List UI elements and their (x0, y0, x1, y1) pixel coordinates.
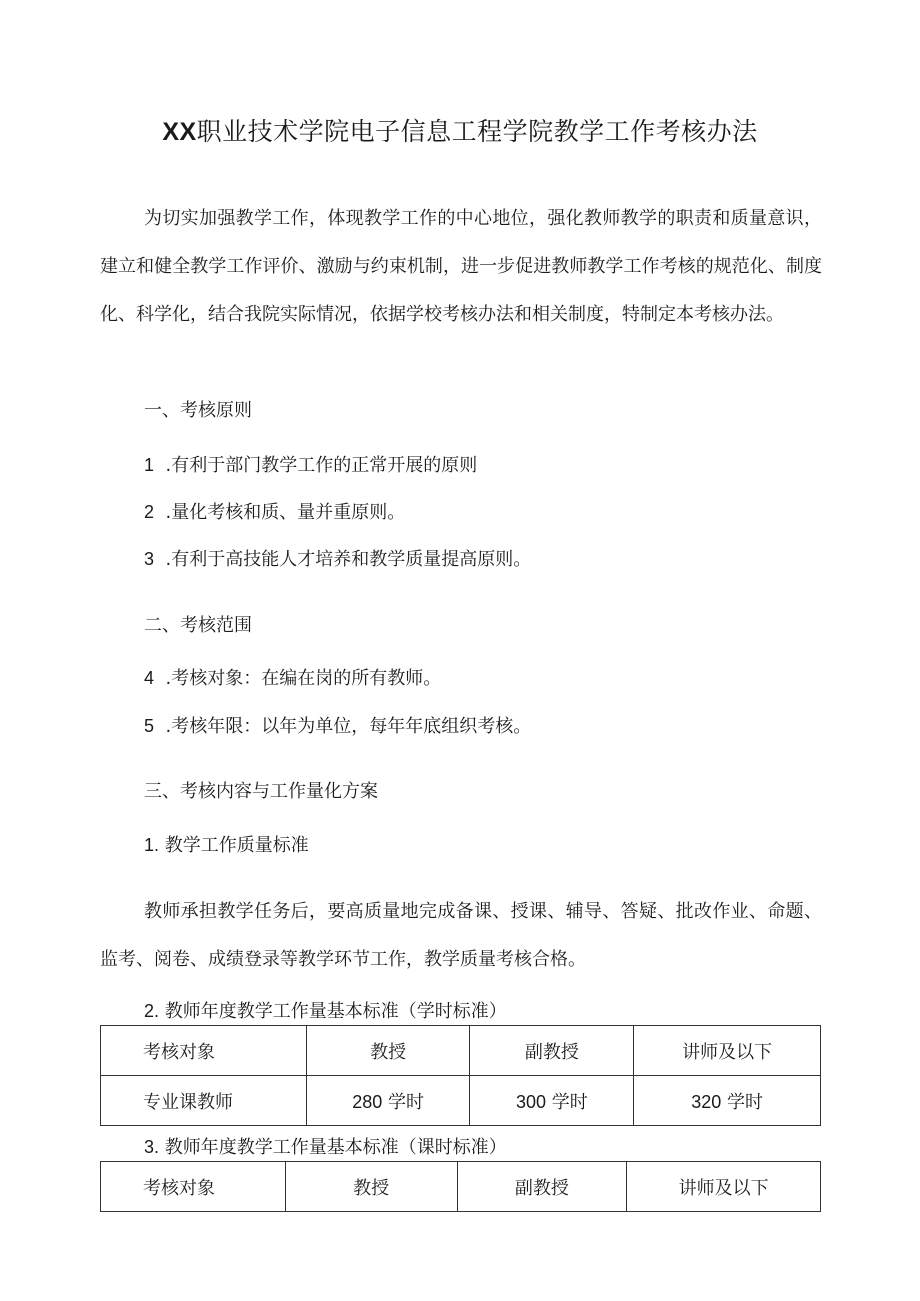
section2-heading: 二、考核范围 (144, 615, 252, 636)
cell-number: 280 (352, 1091, 383, 1112)
item-text: .量化考核和质、量并重原则。 (165, 502, 406, 523)
table-header-cell: 副教授 (457, 1162, 627, 1212)
table-row (101, 1076, 821, 1126)
intro-paragraph: 为切实加强教学工作，体现教学工作的中心地位，强化教师教学的职责和质量意识，建立和健全教学工作评价、激励与约束机制，进一步促进教师教学工作考核的规范化、制度化、科学化，结合我院实际情况，依据学校考核办法和相关制度，特制定本考核办法。 (100, 208, 822, 325)
title-text: 职业技术学院电子信息工程学院教学工作考核办法 (196, 117, 758, 146)
item-number: 3 (144, 549, 155, 569)
cell-unit: 学时 (388, 1091, 424, 1113)
section2-item-4 (144, 655, 441, 702)
table-row-label: 专业课教师 (101, 1076, 307, 1126)
cell-number: 300 (515, 1091, 547, 1112)
sub-text: 教学工作质量标准 (164, 835, 309, 856)
table-header-row (101, 1026, 821, 1076)
title-prefix: XX (162, 118, 197, 146)
item-number: 4 (144, 668, 155, 688)
cell-unit: 学时 (727, 1091, 763, 1113)
section1-item-1 (144, 442, 477, 489)
sub-text: 教师年度教学工作量基本标准（学时标准） (164, 1001, 507, 1022)
table-cell (306, 1076, 470, 1126)
document-title (0, 112, 920, 148)
item-text: .有利于高技能人才培养和教学质量提高原则。 (165, 549, 532, 570)
table-header-cell: 副教授 (470, 1026, 634, 1076)
item-number: 1 (144, 455, 155, 475)
table-header-cell: 考核对象 (101, 1026, 307, 1076)
section3-sub1 (144, 822, 309, 869)
cell-unit: 学时 (551, 1091, 588, 1113)
item-text: .有利于部门教学工作的正常开展的原则 (165, 455, 478, 476)
item-number: 2 (144, 502, 155, 522)
table-header-cell: 教授 (306, 1026, 470, 1076)
item-text: .考核对象：在编在岗的所有教师。 (165, 668, 442, 689)
section1-heading: 一、考核原则 (144, 400, 252, 421)
table-header-row (101, 1162, 821, 1212)
workload-hours-table (100, 1025, 821, 1126)
section2-item-5 (144, 703, 531, 750)
table-header-cell: 讲师及以下 (627, 1162, 821, 1212)
item-number: 5 (144, 716, 155, 736)
cell-number: 320 (691, 1091, 722, 1112)
section3-heading: 三、考核内容与工作量化方案 (144, 781, 378, 802)
table-header-cell: 教授 (285, 1162, 457, 1212)
table-cell (470, 1076, 634, 1126)
sub-number: 3. (144, 1137, 160, 1157)
table-header-cell: 讲师及以下 (634, 1026, 821, 1076)
section1-item-3 (144, 536, 531, 583)
sub-number: 1. (144, 835, 160, 855)
sub-text: 教师年度教学工作量基本标准（课时标准） (164, 1137, 507, 1158)
sub-number: 2. (144, 1001, 160, 1021)
table-cell (634, 1076, 821, 1126)
section1-item-2 (144, 489, 405, 536)
sub1-paragraph: 教师承担教学任务后，要高质量地完成备课、授课、辅导、答疑、批改作业、命题、监考、阅卷、成绩登录等教学环节工作，教学质量考核合格。 (100, 901, 822, 970)
workload-class-hours-table (100, 1161, 821, 1212)
table-header-cell: 考核对象 (101, 1162, 286, 1212)
item-text: .考核年限：以年为单位，每年年底组织考核。 (165, 716, 532, 737)
